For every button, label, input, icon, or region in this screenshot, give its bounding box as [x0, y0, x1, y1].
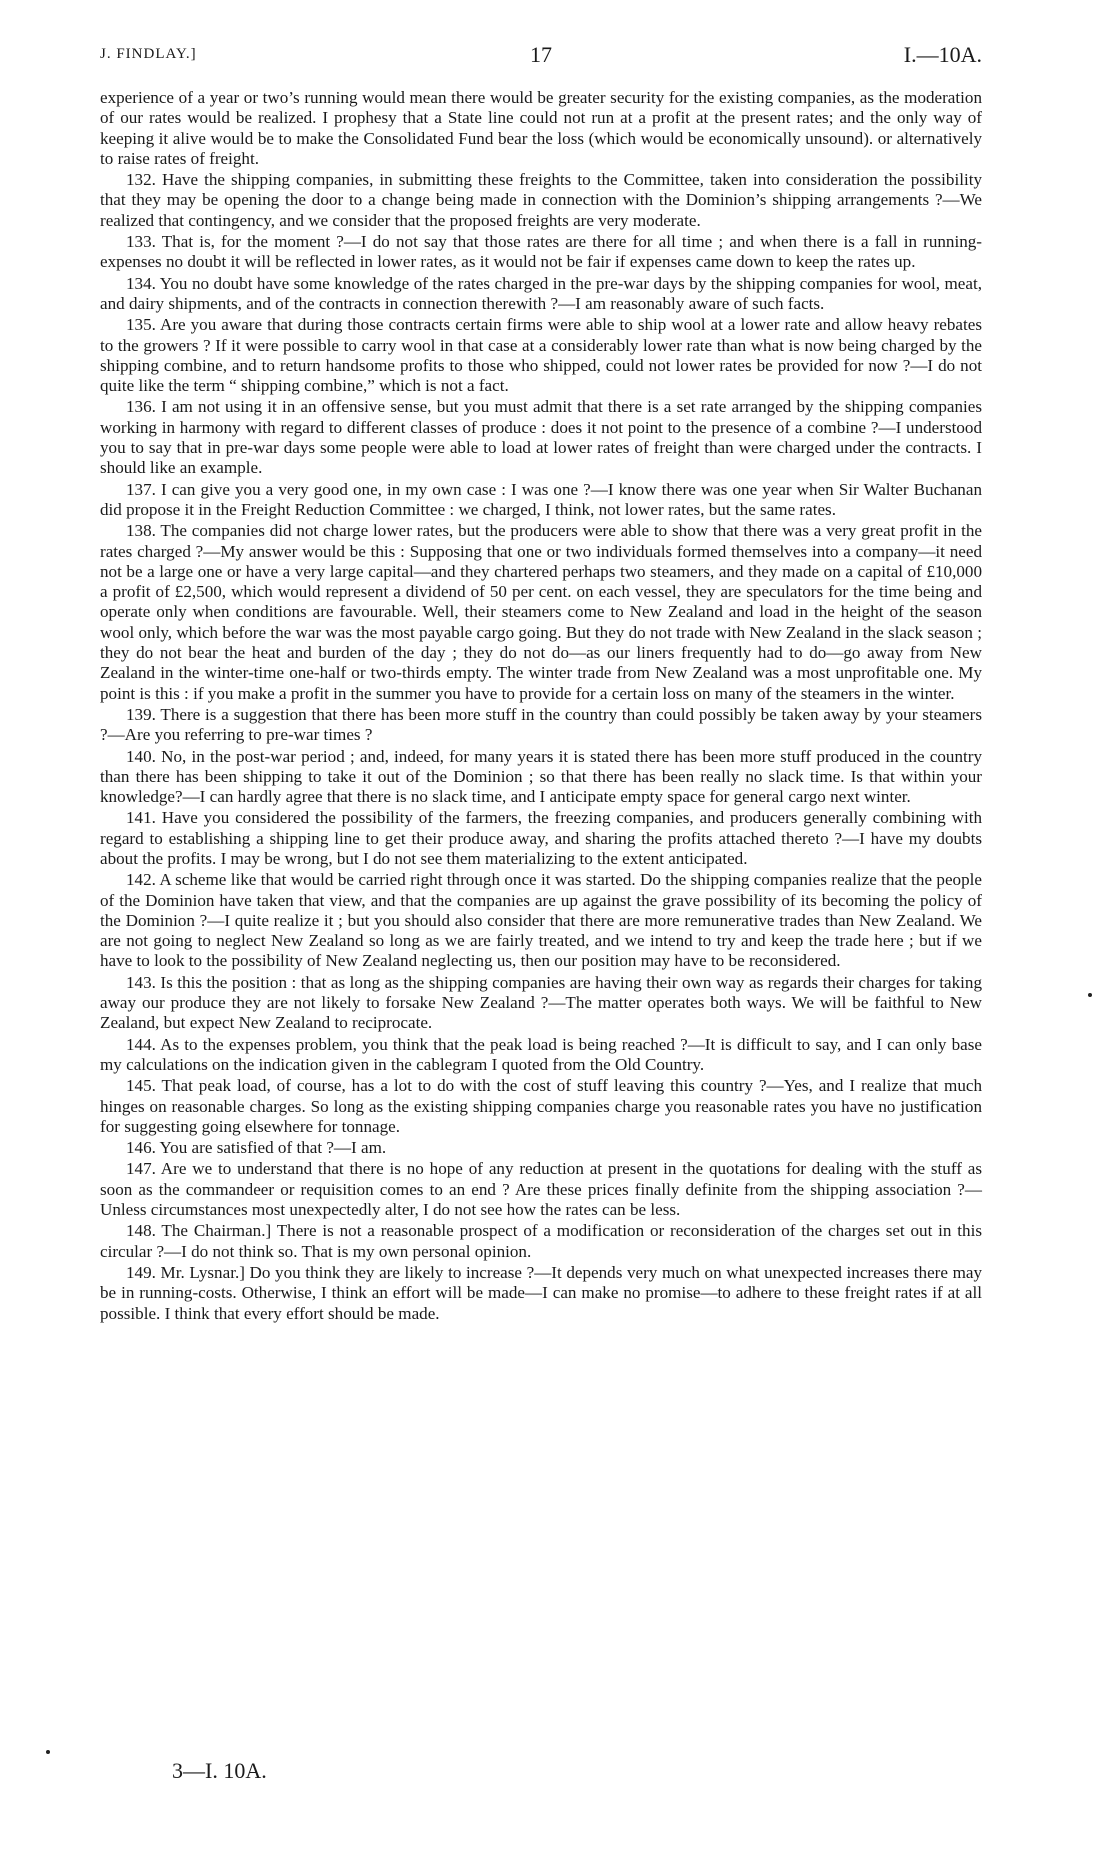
paragraph-133: 133. That is, for the moment ?—I do not say that those rates are there for all time ; and when there is a fall in running-expenses no doubt it will be reflected in lower rates, as it would not be fair if expenses came down to keep the rates up. [100, 232, 982, 272]
paragraph-143: 143. Is this the position : that as long as the shipping companies are having their own way as regards their charges for taking away our produce they are not likely to forsake New Zealand ?—The matter operates both ways. We will be faithful to New Zealand, but expect New Zealand to reciprocate. [100, 972, 982, 1033]
paragraph-continuation: experience of a year or two’s running would mean there would be greater security for the existing companies, as the moderation of our rates would be realized. I prophesy that a State line could not run at a profit at the present rates; and the only way of keeping it alive would be to make the Consolidated Fund bear the loss (which would be economically unsound). or alternatively to raise rates of freight. [100, 88, 982, 168]
paragraph-146: 146. You are satisfied of that ?—I am. [126, 1138, 387, 1158]
paragraph-149: 149. Mr. Lysnar.] Do you think they are likely to increase ?—It depends very much on what unexpected increases there may be in running-costs. Otherwise, I think an effort will be made—I can make no promise—to adhere to these freight rates if at all possible. I think that every effort should be made. [100, 1262, 982, 1323]
paragraph-134: 134. You no doubt have some knowledge of the rates charged in the pre-war days by the shipping companies for wool, meat, and dairy shipments, and of the contracts in connection therewith ?—I am reasonably aware of such facts. [100, 273, 982, 313]
paragraph-148: 148. The Chairman.] There is not a reasonable prospect of a modification or reconsideration of the charges set out in this circular ?—I do not think so. That is my own personal opinion. [100, 1221, 982, 1261]
paragraph-142: 142. A scheme like that would be carried right through once it was started. Do the shipping companies realize that the people of the Dominion have taken that view, and that the companies are up against the grave possibility of its becoming the policy of the Dominion ?—I quite realize it ; but you should also consider that there are more remunerative trades than New Zealand. We are not going to neglect New Zealand so long as we are fairly treated, and we intend to try and keep the trade here ; but if we have to look to the possibility of New Zealand neglecting us, then our position may have to be reconsidered. [100, 870, 982, 971]
paragraph-144: 144. As to the expenses problem, you think that the peak load is being reached ?—It is difficult to say, and I can only base my calculations on the indication given in the cablegram I quoted from the Old Country. [100, 1034, 982, 1074]
header-document-ref: I.—10A. [903, 42, 982, 67]
header-witness-name: J. FINDLAY.] [100, 46, 197, 62]
paragraph-136: 136. I am not using it in an offensive sense, but you must admit that there is a set rate arranged by the shipping companies working in harmony with regard to different classes of produce : does it not point to the presence of a combine ?—I understood you to say that in pre-war days some people were able to load at lower rates of freight than were charged under the contracts. I should like an example. [100, 397, 982, 478]
paragraph-135: 135. Are you aware that during those contracts certain firms were able to ship wool at a lower rate and allow heavy rebates to the growers ? If it were possible to carry wool in that case at a considerably lower rate than what is now being charged by the shipping combine, and to return handsome profits to those who shipped, could not lower rates be provided for now ?—I do not quite like the term “ shipping combine,” which is not a fact. [100, 315, 982, 396]
paragraph-145: 145. That peak load, of course, has a lot to do with the cost of stuff leaving this country ?—Yes, and I realize that much hinges on reasonable charges. So long as the existing shipping companies charge you reasonable rates you have no justification for suggesting going elsewhere for tonnage. [100, 1076, 982, 1136]
paragraph-141: 141. Have you considered the possibility of the farmers, the freezing companies, and producers generally combining with regard to establishing a shipping line to get their produce away, and sharing the profits attached thereto ?—I have my doubts about the profits. I may be wrong, but I do not see them materializing to the extent anticipated. [100, 808, 982, 868]
paragraph-137: 137. I can give you a very good one, in my own case : I was one ?—I know there was one year when Sir Walter Buchanan did propose it in the Freight Reduction Committee : we charged, I think, not lower rates, but the same rates. [100, 479, 982, 519]
transcript-body [100, 88, 982, 1325]
page-header [100, 42, 982, 66]
speck-mark [46, 1750, 50, 1754]
page-number: 17 [530, 42, 552, 67]
speck-mark [1088, 993, 1092, 997]
paragraph-139: 139. There is a suggestion that there has been more stuff in the country than could possibly be taken away by your steamers ?—Are you referring to pre-war times ? [100, 704, 982, 745]
paragraph-147: 147. Are we to understand that there is no hope of any reduction at present in the quotations for dealing with the stuff as soon as the commandeer or requisition comes to an end ? Are these prices finally definite from the shipping association ?—Unless circumstances most unexpectedly alter, I do not see how the rates can be less. [100, 1159, 982, 1220]
signature-mark: 3—I. 10A. [172, 1758, 267, 1783]
paragraph-132: 132. Have the shipping companies, in submitting these freights to the Committee, taken into consideration the possibility that they may be opening the door to a change being made in connection with the Dominion’s shipping arrangements ?—We realized that contingency, and we consider that the proposed freights are very moderate. [100, 170, 982, 230]
paragraph-140: 140. No, in the post-war period ; and, indeed, for many years it is stated there has been more stuff produced in the country than there has been shipping to take it out of the Dominion ; so that there has been really no slack time. Is that within your knowledge?—I can hardly agree that there is no slack time, and I anticipate empty space for general cargo next winter. [100, 746, 982, 807]
paragraph-138: 138. The companies did not charge lower rates, but the producers were able to show that there was a very great profit in the rates charged ?—My answer would be this : Supposing that one or two individuals formed themselves into a company—it need not be a large one or have a very large capital—and they chartered perhaps two steamers, and they made on a capital of £10,000 a profit of £2,500, which would represent a dividend of 50 per cent. on each vessel, they are speculators for the time being and operate only when conditions are favourable. Well, their steamers come to New Zealand and load in the height of the season wool only, which before the war was the most payable cargo going. But they do not trade with New Zealand in the slack season ; they do not bear the heat and burden of the day ; they do not do—as our liners frequently had to do—go away from New Zealand in the winter-time one-half or two-thirds empty. The winter trade from New Zealand was a most unprofitable one. My point is this : if you make a profit in the summer you have to provide for a certain loss on many of the steamers in the winter. [100, 521, 982, 703]
